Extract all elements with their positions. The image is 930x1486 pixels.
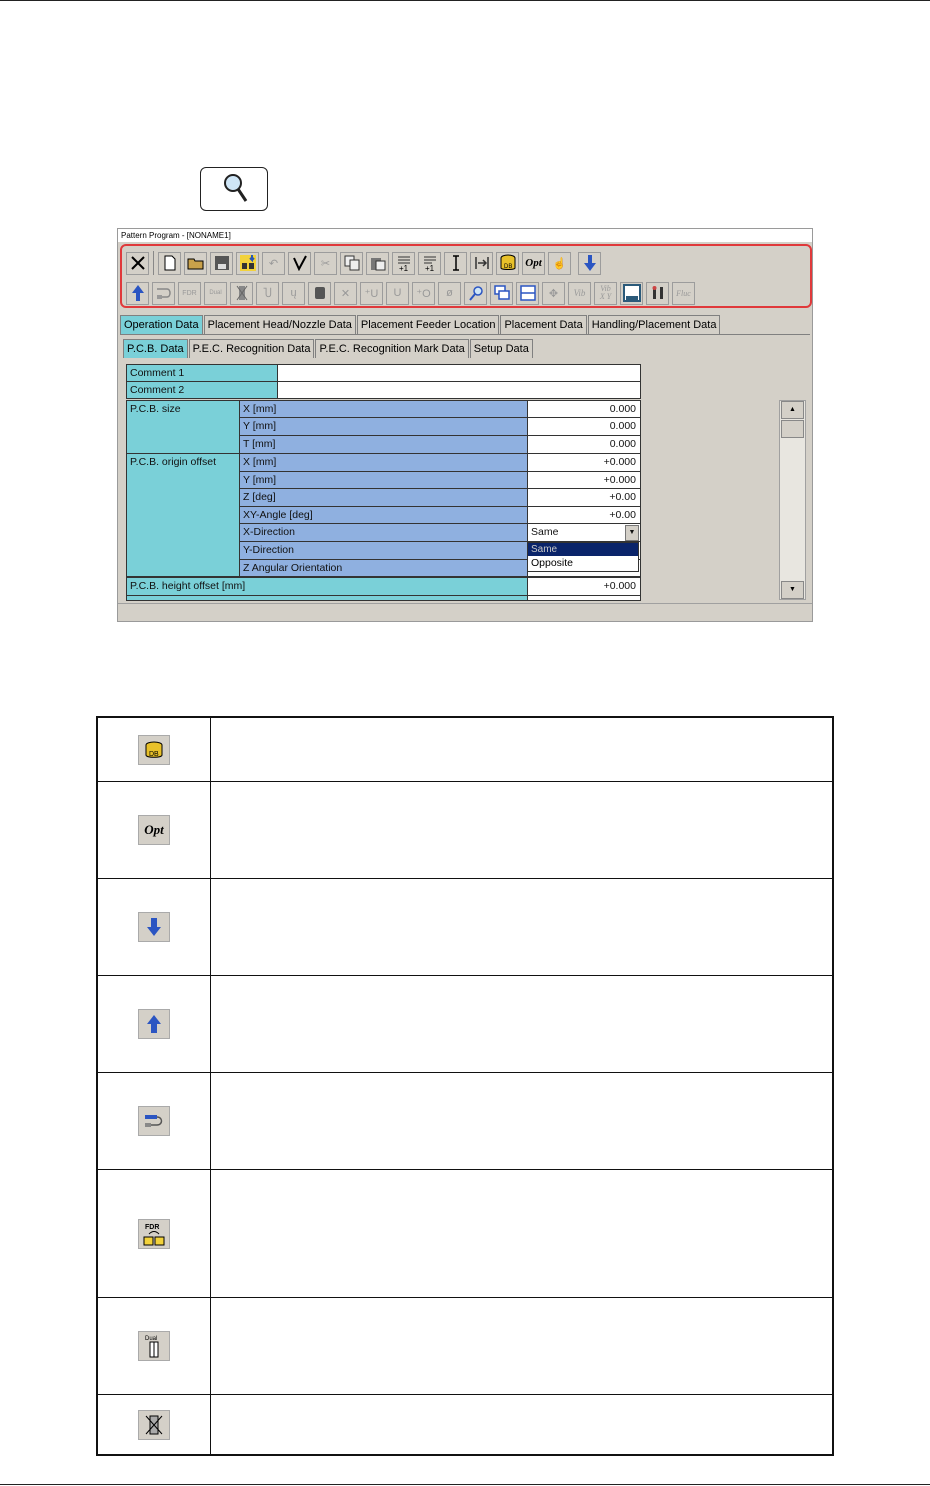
scroll-up-icon[interactable]: ▲ bbox=[781, 401, 804, 419]
origin-x-value[interactable]: +0.000 bbox=[527, 453, 641, 472]
badge-icon[interactable]: ø bbox=[438, 282, 461, 305]
fdr-label: FDR bbox=[182, 289, 197, 297]
legend-icon-cell bbox=[98, 1298, 211, 1394]
fdr-icon[interactable] bbox=[178, 282, 201, 305]
fluc-label: Fluc bbox=[676, 288, 691, 298]
legend-icon-cell bbox=[98, 782, 211, 878]
origin-xy-angle-label: XY-Angle [deg] bbox=[239, 506, 528, 524]
legend-icon-cell bbox=[98, 718, 211, 781]
hand-icon[interactable]: ☝ bbox=[548, 252, 571, 275]
origin-z-value[interactable]: +0.00 bbox=[527, 488, 641, 507]
vib-label: Vib bbox=[573, 288, 586, 298]
legend-row-opt bbox=[98, 782, 832, 879]
cut-icon[interactable]: ✂ bbox=[314, 252, 337, 275]
toolbar-row-2 bbox=[126, 279, 695, 307]
window-title: Pattern Program - [NONAME1] bbox=[118, 229, 813, 242]
vertical-scrollbar[interactable] bbox=[779, 400, 806, 600]
legend-row-dual bbox=[98, 1298, 832, 1395]
magnifier-icon bbox=[221, 171, 249, 205]
legend-row-transfer bbox=[98, 1073, 832, 1170]
save-all-icon[interactable] bbox=[236, 252, 259, 275]
icon-legend-table bbox=[96, 716, 834, 1456]
comment1-field[interactable] bbox=[277, 364, 641, 382]
unit-b-icon[interactable]: ų bbox=[282, 282, 305, 305]
toolbar-highlight bbox=[120, 244, 812, 308]
tab-setup-data[interactable]: Setup Data bbox=[470, 339, 533, 358]
append-plus1-icon[interactable] bbox=[418, 252, 441, 275]
copy-icon[interactable] bbox=[340, 252, 363, 275]
origin-offset-label: P.C.B. origin offset bbox=[126, 453, 240, 577]
comment1-label: Comment 1 bbox=[126, 364, 278, 382]
opt-label: Opt bbox=[144, 822, 164, 837]
plus-u-icon[interactable]: ⁺U bbox=[360, 282, 383, 305]
legend-icon-cell bbox=[98, 879, 211, 975]
size-y-value[interactable]: 0.000 bbox=[527, 417, 641, 436]
dual-icon bbox=[138, 1331, 170, 1361]
arrow-up-icon[interactable] bbox=[126, 282, 149, 305]
origin-x-label: X [mm] bbox=[239, 453, 528, 472]
tab-operation-data[interactable]: Operation Data bbox=[120, 315, 203, 334]
gvm-icon[interactable] bbox=[620, 282, 643, 305]
vib-icon[interactable] bbox=[568, 282, 591, 305]
paste-icon[interactable] bbox=[366, 252, 389, 275]
plus-o-icon[interactable]: ⁺O bbox=[412, 282, 435, 305]
undo-icon[interactable]: ↶ bbox=[262, 252, 285, 275]
legend-icon-cell bbox=[98, 1170, 211, 1297]
svg-text:DB: DB bbox=[503, 264, 512, 270]
direction-dropdown-list bbox=[527, 542, 639, 572]
transfer-icon[interactable] bbox=[152, 282, 175, 305]
database-icon bbox=[138, 735, 170, 765]
origin-y-label: Y [mm] bbox=[239, 471, 528, 489]
fluc-icon[interactable] bbox=[672, 282, 695, 305]
comment2-field[interactable] bbox=[277, 381, 641, 399]
svg-text:+1: +1 bbox=[398, 264, 408, 272]
toolbar-row-1 bbox=[126, 249, 601, 277]
svg-text:DB: DB bbox=[149, 750, 159, 758]
dropdown-option-same[interactable]: Same bbox=[528, 543, 638, 556]
legend-row-skip bbox=[98, 1395, 832, 1454]
magnify-icon[interactable] bbox=[464, 282, 487, 305]
size-t-value[interactable]: 0.000 bbox=[527, 435, 641, 454]
skip-icon bbox=[138, 1410, 170, 1440]
dual-label: Dual bbox=[209, 290, 222, 296]
toolbar-separator bbox=[153, 251, 154, 275]
tab-divider bbox=[120, 334, 810, 335]
origin-z-label: Z [deg] bbox=[239, 488, 528, 507]
tab-pec-recognition-mark[interactable]: P.E.C. Recognition Mark Data bbox=[315, 339, 468, 358]
unit-a-icon[interactable]: Ⴎ bbox=[256, 282, 279, 305]
tools-icon[interactable] bbox=[646, 282, 669, 305]
size-x-value[interactable]: 0.000 bbox=[527, 400, 641, 418]
tab-pec-recognition[interactable]: P.E.C. Recognition Data bbox=[189, 339, 315, 358]
bottom-rule bbox=[0, 1484, 930, 1485]
svg-text:Dual: Dual bbox=[145, 1336, 158, 1342]
vib-xy-icon[interactable] bbox=[594, 282, 617, 305]
legend-icon-cell bbox=[98, 976, 211, 1072]
dropdown-arrow-icon[interactable]: ▼ bbox=[625, 525, 639, 541]
insert-plus1-icon[interactable] bbox=[392, 252, 415, 275]
text-cursor-icon[interactable] bbox=[444, 252, 467, 275]
dual-icon[interactable] bbox=[204, 282, 227, 305]
magnify-button[interactable] bbox=[200, 167, 268, 211]
window-stack-icon[interactable] bbox=[490, 282, 513, 305]
window-split-icon[interactable] bbox=[516, 282, 539, 305]
tab-placement-head-nozzle[interactable]: Placement Head/Nozzle Data bbox=[204, 315, 356, 334]
origin-y-value[interactable]: +0.000 bbox=[527, 471, 641, 489]
tab-handling-placement[interactable]: Handling/Placement Data bbox=[588, 315, 721, 334]
height-offset-label: P.C.B. height offset [mm] bbox=[126, 577, 528, 596]
plus-u2-icon[interactable]: U bbox=[386, 282, 409, 305]
scroll-down-icon[interactable]: ▼ bbox=[781, 581, 804, 599]
size-y-label: Y [mm] bbox=[239, 417, 528, 436]
move-icon[interactable]: ✥ bbox=[542, 282, 565, 305]
close-icon[interactable] bbox=[126, 252, 149, 275]
nozzle-icon[interactable] bbox=[308, 282, 331, 305]
legend-row-arrow-up bbox=[98, 976, 832, 1073]
sub-tabs bbox=[123, 339, 534, 358]
status-bar bbox=[118, 603, 812, 622]
cross-nozzle-icon[interactable]: ✕ bbox=[334, 282, 357, 305]
arrow-down-icon[interactable] bbox=[578, 252, 601, 275]
transfer-icon bbox=[138, 1106, 170, 1136]
pattern-program-window bbox=[117, 228, 813, 622]
save-icon[interactable] bbox=[210, 252, 233, 275]
database-icon[interactable] bbox=[496, 252, 519, 275]
opt-icon bbox=[138, 815, 170, 845]
truncated-row-label bbox=[126, 595, 528, 601]
origin-xy-angle-value[interactable]: +0.00 bbox=[527, 506, 641, 524]
dropdown-option-opposite[interactable]: Opposite bbox=[531, 557, 574, 569]
z-angular-orientation-label: Z Angular Orientation bbox=[239, 559, 528, 577]
check-icon[interactable] bbox=[288, 252, 311, 275]
open-folder-icon[interactable] bbox=[184, 252, 207, 275]
scroll-thumb[interactable] bbox=[781, 420, 804, 438]
svg-text:FDR: FDR bbox=[145, 1223, 160, 1231]
height-offset-value[interactable]: +0.000 bbox=[527, 577, 641, 596]
arrow-up-icon bbox=[138, 1009, 170, 1039]
tab-pcb-data[interactable]: P.C.B. Data bbox=[123, 339, 188, 358]
comment2-label: Comment 2 bbox=[126, 381, 278, 399]
new-file-icon[interactable] bbox=[158, 252, 181, 275]
legend-row-arrow-down bbox=[98, 879, 832, 976]
jump-icon[interactable] bbox=[470, 252, 493, 275]
opt-icon[interactable] bbox=[522, 252, 545, 275]
main-tabs bbox=[120, 315, 721, 334]
y-direction-label: Y-Direction bbox=[239, 541, 528, 560]
skip-icon[interactable] bbox=[230, 282, 253, 305]
opt-label: Opt bbox=[525, 257, 542, 269]
svg-text:+1: +1 bbox=[424, 264, 434, 272]
size-t-label: T [mm] bbox=[239, 435, 528, 454]
pcb-size-label: P.C.B. size bbox=[126, 400, 240, 454]
vib-xy-label: Vib X Y bbox=[599, 284, 612, 301]
legend-row-database bbox=[98, 718, 832, 782]
legend-row-fdr bbox=[98, 1170, 832, 1298]
legend-icon-cell bbox=[98, 1395, 211, 1454]
x-direction-value: Same bbox=[531, 526, 559, 538]
legend-icon-cell bbox=[98, 1073, 211, 1169]
truncated-row-value bbox=[527, 595, 641, 601]
fdr-icon bbox=[138, 1219, 170, 1249]
x-direction-select[interactable] bbox=[527, 523, 641, 542]
x-direction-label: X-Direction bbox=[239, 523, 528, 542]
arrow-down-icon bbox=[138, 912, 170, 942]
tab-placement-data[interactable]: Placement Data bbox=[500, 315, 586, 334]
size-x-label: X [mm] bbox=[239, 400, 528, 418]
tab-placement-feeder-location[interactable]: Placement Feeder Location bbox=[357, 315, 500, 334]
top-rule bbox=[0, 0, 930, 1]
